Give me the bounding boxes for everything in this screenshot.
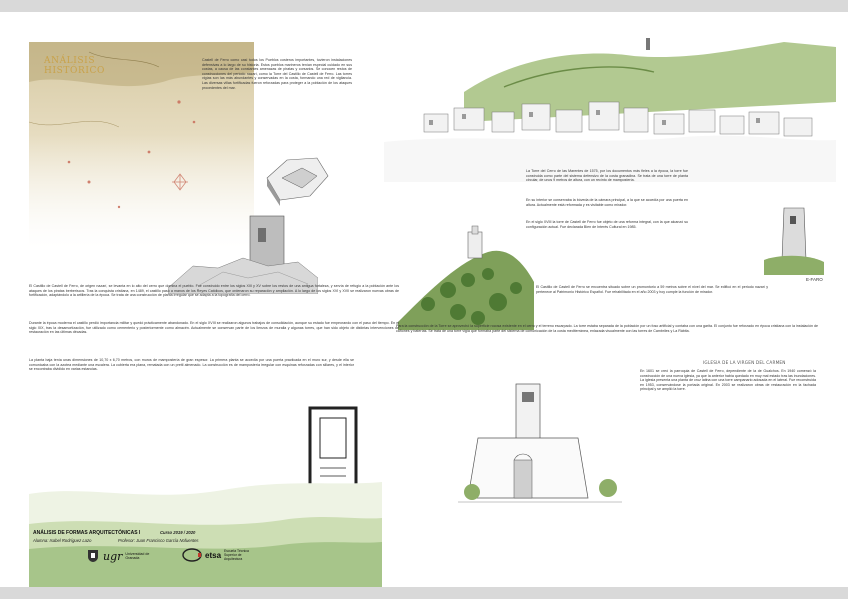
body-text-3: La planta baja tenía unas dimensiones de 10,70 x 6,70 metros, con muros de mampostería de gran espesor. La primera planta se accedía por una puerta practicada en el muro sur, y desde ella se comunicaba con la azotea mediante una escalera. La cubierta era plana, rematada con un pretil almenado. La construcción es de mampostería irregular con esquinas reforzadas con sillares, y el interior se encontraba dividido en varias estancias.	[29, 358, 354, 372]
title-line-1: ANÁLISIS	[44, 56, 96, 66]
course-title: ANÁLISIS DE FORMAS ARQUITECTÓNICAS I	[33, 530, 141, 536]
intro-text: Castell de Ferro como casi todos los Pueblos costeros importantes, tuvieron instalaciones defensivas a lo largo de su historia. Estos pueblos marineros tenían especial cuidado en sus costas, a causa de las constantes amenazas de piratas y corsarios. Se conocen restos de construcciones del periodo nazarí, como la Torre del Castillo de Castell de Ferro. Las torres vigías son las más abundantes y conservadas en la costa, formando una red de vigilancia. Las diversas villas fortificadas fueron reforzadas para proteger a la población de los ataques procedentes del mar.	[202, 58, 352, 90]
castle-hill-sketch	[398, 222, 534, 330]
castle-aerial-sketch	[262, 148, 332, 208]
church-heading-line-2: CARMEN	[766, 360, 786, 365]
church-sketch	[458, 378, 622, 508]
tower-text-2: En su interior se conservaba la bóveda de la cámara principal, a la que se accedía por una puerta en altura. Actualmente está reformada y es visitable como mirador.	[526, 198, 688, 207]
watchtower-sketch	[764, 200, 824, 275]
body-text-2: Durante la época moderna el castillo perdió importancia militar y quedó prácticamente abandonado. En el siglo XVIII se realizaron algunos trabajos de consolidación, aunque su estado fue empeorando con el paso del tiempo. En el siglo XIX, tras la desamortización, fue utilizado como cementerio y posteriormente como almacén. Actualmente se conservan parte de los lienzos de muralla y algunas torres, que han sido objeto de distintas intervenciones de restauración en las últimas décadas.	[29, 321, 399, 335]
ugr-crest-icon	[86, 549, 100, 563]
course-year: Curso 2019 / 2020	[160, 530, 196, 535]
church-text: En 1601 se creó la parroquia de Castell de Ferro, dependiente de la de Gualchos. En 1940 comenzó la construcción de una nueva iglesia, ya que la anterior había quedado en muy mal estado tras las inundaciones. La iglesia presenta una planta de cruz latina con una torre campanario adosada en el lateral. Fue reconstruida en 1953, conservándose la portada original. En 2003 se realizaron obras de restauración en la fachada principal y se amplió la torre.	[640, 369, 817, 392]
ugr-wordmark: ugr	[103, 549, 123, 563]
tower-text-1: La Torre del Cerro de las Marentes de 1575, por los documentos más fieles a la época, la torre fue construida como parte del sistema defensivo de la costa granadina. Se trata de una torre de planta circular, de unos 9 metros de altura, con un recinto de mampostería.	[526, 169, 688, 183]
ugr-logo	[86, 549, 155, 563]
professor-name: Profesor: Juan Francisco García Nofuentes	[118, 538, 199, 543]
body-text-1: El Castillo de Castell de Ferro, de origen nazarí, se levanta en lo alto del cerro que domina el pueblo. Fue construido entre los siglos XIII y XV sobre los restos de una antigua fortaleza, y servía de refugio a la población ante los ataques de los piratas berberiscos. Tras la conquista cristiana, en 1489, el castillo pasó a manos de los Reyes Católicos, que ordenaron su reparación y ampliación. A lo largo de los siglos XVI y XVII se realizaron nuevas obras de fortificación, adaptándolo a la artillería de la época. Se trata de una construcción de planta irregular que se adapta a la topografía del cerro.	[29, 284, 399, 298]
middle-text: Para la construcción de la Torre se aprovechó la superficie rocosa existente en el cerro y el terreno escarpado. La torre estaba separada de la población por un foso artificial y contaba con una garita. El conjunto fue reforzado en época cristiana con la instalación de cañones y baterías. Se trata de una torre vigía que formaba parte del sistema de comunicación de la costa mediterránea, enlazada visualmente con las torres de Cambriles y La Rábita.	[396, 324, 818, 333]
church-heading	[703, 360, 786, 365]
tower-text-3: En el siglo XVIII la torre de Castell de Ferro fue objeto de una reforma integral, con la que alcanzó su configuración actual. Fue declarada Bien de Interés Cultural en 1985.	[526, 220, 688, 229]
castle-location-text: El Castillo de Castell de Ferro se encuentra situado sobre un promontorio a 59 metros sobre el nivel del mar. Se edificó en el periodo nazarí y pertenece al Patrimonio Histórico Español. Fue rehabilitado en el año 2003 y hoy cumple la función de mirador.	[536, 285, 768, 294]
poster-sheet	[0, 12, 848, 587]
student-name: Alumna: Isabel Rodríguez Lazo	[33, 538, 92, 543]
etsa-mark-icon	[182, 548, 202, 562]
church-heading-line-1: IGLESIA DE LA VIRGEN DEL	[703, 360, 765, 365]
title-line-2: HISTÓRICO	[44, 66, 105, 76]
figure-label: E-FARO	[806, 277, 823, 282]
ugr-full-name: Universidad de Granada	[125, 552, 150, 560]
section-title	[44, 56, 105, 76]
etsa-wordmark: etsa	[205, 550, 222, 560]
etsa-logo	[182, 548, 260, 562]
town-panorama-sketch	[384, 32, 836, 182]
etsa-full-name: Escuela Técnica Superior de Arquitectura	[224, 549, 249, 561]
